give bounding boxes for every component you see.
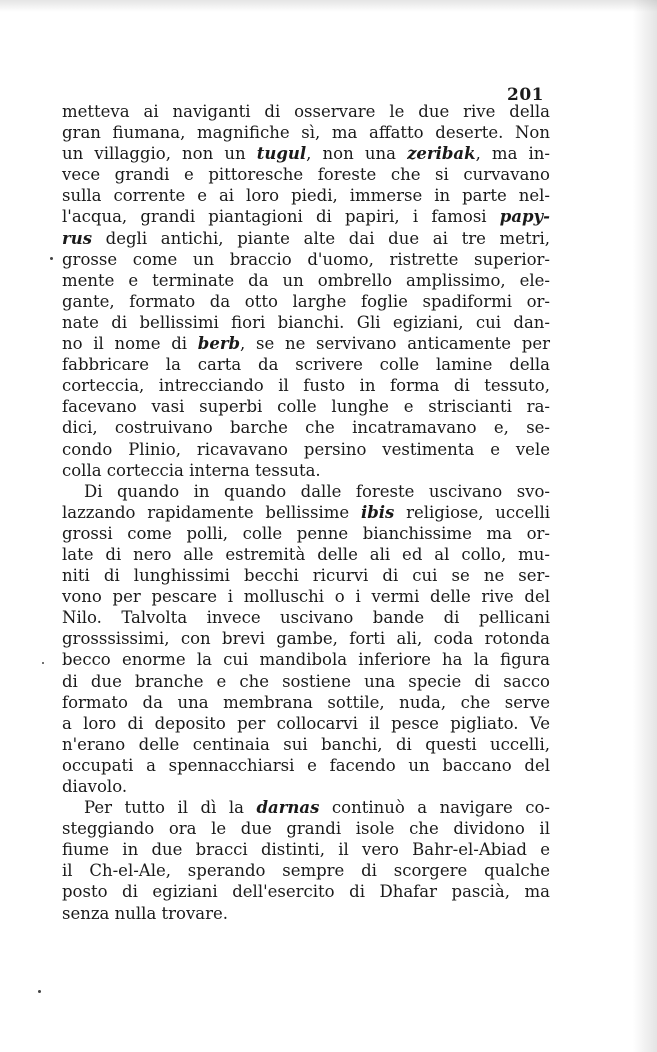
text-run: vono per pescare i molluschi o i vermi delle rive del <box>62 587 550 607</box>
print-speck <box>50 257 53 260</box>
text-run: facevano vasi superbi colle lunghe e striscianti ra- <box>62 397 550 417</box>
text-line <box>62 164 550 185</box>
text-run: corteccia, intrecciando il fusto in forma di tessuto, <box>62 376 550 396</box>
text-run: grossi come polli, colle penne bianchissime ma or- <box>62 523 550 543</box>
text-run: metteva ai naviganti di osservare le due rive della <box>62 102 550 121</box>
text-run: grosse come un braccio d'uomo, ristrette superior- <box>62 249 550 269</box>
text-run: religiose, uccelli <box>394 502 551 522</box>
text-run: senza nulla trovare. <box>62 903 229 923</box>
text-line <box>62 333 550 354</box>
text-run: lazzando rapidamente bellissime <box>62 502 361 522</box>
text-line <box>62 671 550 692</box>
text-line <box>62 797 550 818</box>
text-line <box>62 396 550 417</box>
text-run: colla corteccia interna tessuta. <box>62 460 321 480</box>
text-line <box>62 713 550 734</box>
text-run: no il nome di <box>62 334 198 354</box>
page-number: 201 <box>507 85 544 105</box>
text-run: Per tutto il dì la <box>84 798 257 818</box>
text-line <box>62 818 550 839</box>
text-line <box>62 607 550 628</box>
text-line <box>62 143 550 164</box>
text-run: Di quando in quando dalle foreste uscivano svo- <box>84 481 550 501</box>
text-line <box>62 291 550 312</box>
text-line <box>62 481 550 502</box>
text-run: nate di bellissimi fiori bianchi. Gli egiziani, cui dan- <box>62 312 550 332</box>
text-run: degli antichi, piante alte dai due ai tre metri, <box>91 228 550 248</box>
print-speck <box>38 990 41 993</box>
text-run: late di nero alle estremità delle ali ed al collo, mu- <box>62 544 550 564</box>
text-run: occupati a spennacchiarsi e facendo un baccano del <box>62 755 550 775</box>
text-line <box>62 776 550 797</box>
text-line <box>62 502 550 523</box>
text-line <box>62 375 550 396</box>
text-line <box>62 249 550 270</box>
italic-term: papy- <box>499 207 550 227</box>
text-line <box>62 692 550 713</box>
page-top-shadow <box>0 0 657 12</box>
text-line <box>62 903 550 924</box>
text-line <box>62 460 550 481</box>
text-run: , ma in- <box>475 144 551 164</box>
text-run: formato da una membrana sottile, nuda, che serve <box>62 692 550 712</box>
text-line <box>62 206 550 227</box>
text-run: continuò a navigare co- <box>319 798 550 818</box>
text-line <box>62 544 550 565</box>
italic-term: berb <box>197 334 241 354</box>
text-run: becco enorme la cui mandibola inferiore ha la figura <box>62 650 550 670</box>
italic-term: ibis <box>360 502 395 522</box>
text-line <box>62 439 550 460</box>
text-line <box>62 860 550 881</box>
text-line <box>62 881 550 902</box>
text-line <box>62 417 550 438</box>
text-run: diavolo. <box>62 777 128 796</box>
text-line <box>62 354 550 375</box>
italic-term: zeribak <box>407 144 476 164</box>
text-run: steggiando ora le due grandi isole che dividono il <box>62 819 550 839</box>
italic-term: darnas <box>256 798 320 818</box>
text-run: Nilo. Talvolta invece uscivano bande di pellicani <box>62 608 550 628</box>
text-line <box>62 586 550 607</box>
text-line <box>62 185 550 206</box>
text-run: il Ch-el-Ale, sperando sempre di scorgere qualche <box>62 861 550 881</box>
text-run: sulla corrente e ai loro piedi, immerse in parte nel- <box>62 186 550 206</box>
text-run: condo Plinio, ricavavano persino vestimenta e vele <box>62 439 550 459</box>
text-run: vece grandi e pittoresche foreste che si curvavano <box>62 165 550 185</box>
page-edge-shadow <box>633 0 657 1052</box>
text-run: posto di egiziani dell'esercito di Dhafar pascià, ma <box>62 882 550 902</box>
text-line <box>62 101 550 122</box>
text-line <box>62 312 550 333</box>
text-run: , se ne servivano anticamente per <box>240 334 551 354</box>
text-line <box>62 839 550 860</box>
text-line <box>62 565 550 586</box>
text-run: n'erano delle centinaia sui banchi, di questi uccelli, <box>62 734 550 754</box>
text-run: un villaggio, non un <box>62 144 257 164</box>
text-line <box>62 628 550 649</box>
text-line <box>62 228 550 249</box>
text-line <box>62 122 550 143</box>
text-run: a loro di deposito per collocarvi il pesce pigliato. Ve <box>62 713 550 733</box>
text-run: fabbricare la carta da scrivere colle lamine della <box>62 355 550 375</box>
text-run: l'acqua, grandi piantagioni di papiri, i famosi <box>62 207 500 227</box>
text-run: fiume in due bracci distinti, il vero Bahr-el-Abiad e <box>62 840 550 860</box>
text-run: di due branche e che sostiene una specie di sacco <box>62 671 550 691</box>
text-run: mente e terminate da un ombrello amplissimo, ele- <box>62 270 550 290</box>
print-speck <box>42 662 44 664</box>
text-line <box>62 734 550 755</box>
text-run: niti di lunghissimi becchi ricurvi di cui se ne ser- <box>62 566 550 586</box>
text-line <box>62 755 550 776</box>
text-run: grosssissimi, con brevi gambe, forti ali, coda rotonda <box>62 629 550 649</box>
text-run: , non una <box>306 144 408 164</box>
text-line <box>62 523 550 544</box>
italic-term: rus <box>62 228 92 248</box>
text-line <box>62 649 550 670</box>
text-line <box>62 270 550 291</box>
text-body <box>62 101 550 924</box>
italic-term: tugul <box>256 144 307 164</box>
text-run: gante, formato da otto larghe foglie spadiformi or- <box>62 291 550 311</box>
text-run: gran fiumana, magnifiche sì, ma affatto deserte. Non <box>62 123 550 143</box>
text-run: dici, costruivano barche che incatramavano e, se- <box>62 418 550 438</box>
